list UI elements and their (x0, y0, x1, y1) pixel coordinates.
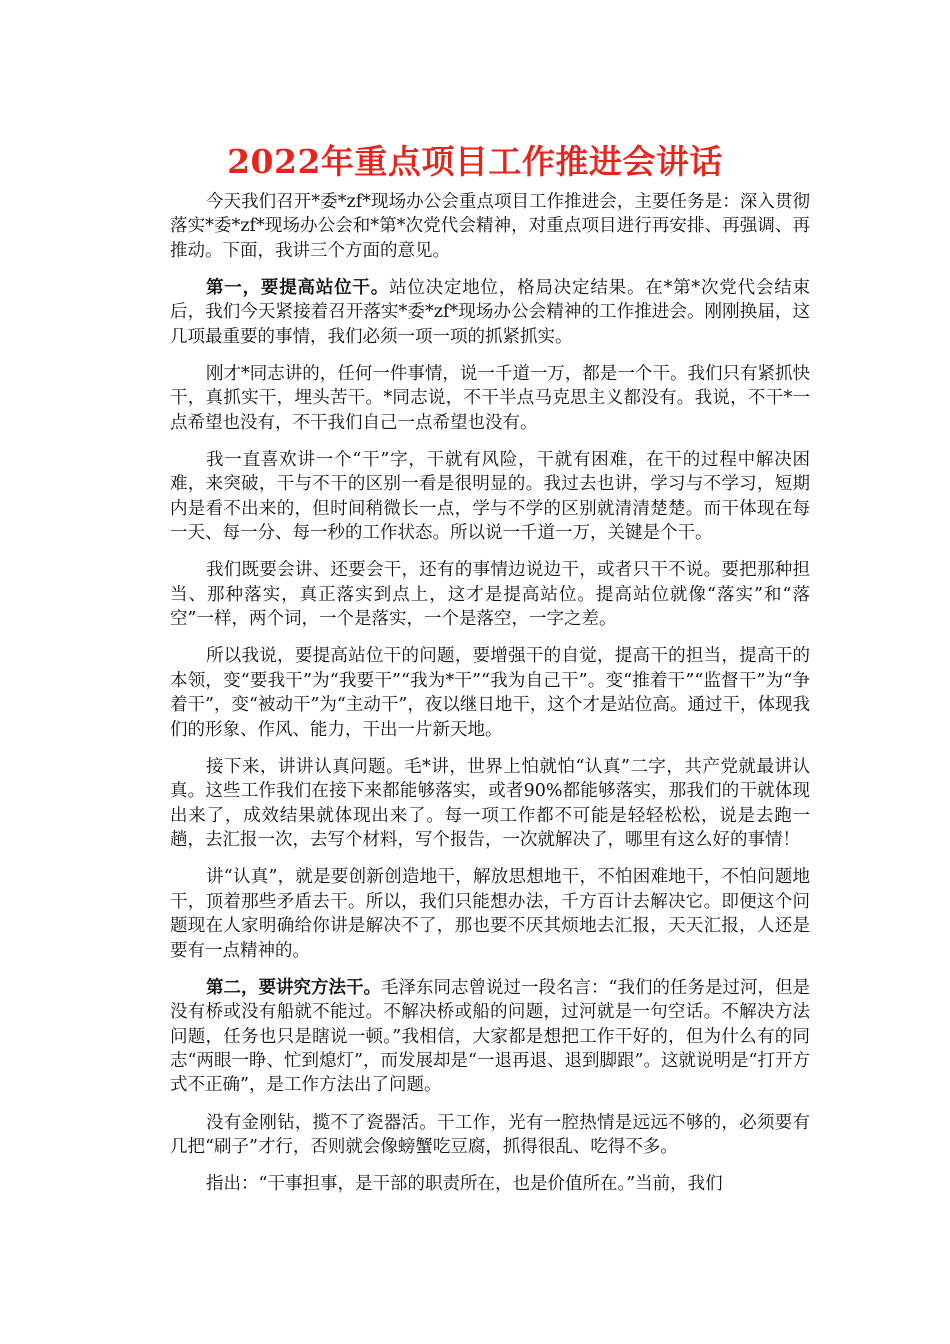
paragraph (170, 448, 810, 546)
paragraph (170, 190, 810, 263)
paragraph (170, 1172, 810, 1196)
paragraph-lead: 第二，要讲究方法干。 (206, 977, 382, 998)
paragraph-text: 所以我说，要提高站位干的问题，要增强干的自觉，提高干的担当，提高干的本领，变“要我干”为“我要干”“我为*干”“我为自己干”。变“推着干”“监督干”为“争着干”，变“被动干”为“主动干”，夜以继日地干，这个才是站位高。通过干，体现我们的形象、作风、能力，干出一片新天地。 (170, 646, 810, 740)
paragraph (170, 1111, 810, 1160)
paragraph (170, 865, 810, 963)
paragraph (170, 276, 810, 349)
paragraph-text: 刚才*同志讲的，任何一件事情，说一千道一万，都是一个干。我们只有紧抓快干，真抓实干，埋头苦干。*同志说，不干半点马克思主义都没有。我说，不干*一点希望也没有，不干我们自己一点希望也没有。 (170, 364, 810, 433)
paragraph-text: 讲“认真”，就是要创新创造地干，解放思想地干，不怕困难地干，不怕问题地干，顶着那些矛盾去干。所以，我们只能想办法，千方百计去解决它。即便这个问题现在人家明确给你讲是解决不了，那也要不厌其烦地去汇报，天天汇报，人还是要有一点精神的。 (170, 867, 810, 961)
document-title: 2022年重点项目工作推进会讲话 (227, 142, 723, 181)
paragraph (170, 558, 810, 631)
paragraph-text: 站位决定地位，格局决定结果。在*第*次党代会结束后，我们今天紧接着召开落实*委*zf*现场办公会精神的工作推进会。刚刚换届，这几项最重要的事情，我们必须一项一项的抓紧抓实。 (170, 278, 810, 347)
paragraph-text: 今天我们召开*委*zf*现场办公会重点项目工作推进会，主要任务是：深入贯彻落实*委*zf*现场办公会和*第*次党代会精神，对重点项目进行再安排、再强调、再推动。下面，我讲三个方面的意见。 (170, 192, 810, 261)
paragraph-text: 我们既要会讲、还要会干，还有的事情边说边干，或者只干不说。要把那种担当、那种落实，真正落实到点上，这才是提高站位。提高站位就像“落实”和“落空”一样，两个词，一个是落实，一个是落空，一字之差。 (170, 560, 810, 630)
paragraph (170, 362, 810, 435)
paragraph-lead: 第一，要提高站位干。 (206, 278, 390, 299)
document-body (170, 190, 810, 1209)
paragraph-text: 没有金刚钻，揽不了瓷器活。干工作，光有一腔热情是远远不够的，必须要有几把“刷子”才行，否则就会像螃蟹吃豆腐，抓得很乱、吃得不多。 (170, 1112, 810, 1157)
paragraph-text: 接下来，讲讲认真问题。毛*讲，世界上怕就怕“认真”二字，共产党就最讲认真。这些工作我们在接下来都能够落实，或者90%都能够落实，那我们的干就体现出来了，成效结果就体现出来了。每一项工作都不可能是轻轻松松，说是去跑一趟，去汇报一次，去写个材料，写个报告，一次就解决了，哪里有这么好的事情！ (170, 756, 810, 851)
paragraph (170, 976, 810, 1098)
paragraph-text: 指出：“干事担事，是干部的职责所在，也是价值所在。”当前，我们 (206, 1174, 723, 1195)
paragraph (170, 644, 810, 742)
paragraph-text: 毛泽东同志曾说过一段名言：“我们的任务是过河，但是没有桥或没有船就不能过。不解决桥或船的问题，过河就是一句空话。不解决方法问题，任务也只是瞎说一顿。”我相信，大家都是想把工作干好的，但为什么有的同志“两眼一睁、忙到熄灯”，而发展却是“一退再退、退到脚跟”。这就说明是“打开方式不正确”，是工作方法出了问题。 (170, 977, 810, 1096)
paragraph-text: 我一直喜欢讲一个“干”字，干就有风险，干就有困难，在干的过程中解决困难，来突破，干与不干的区别一看是很明显的。我过去也讲，学习与不学习，短期内是看不出来的，但时间稍微长一点，学与不学的区别就清清楚楚。而干体现在每一天、每一分、每一秒的工作状态。所以说一千道一万，关键是个干。 (170, 450, 810, 544)
paragraph (170, 755, 810, 853)
